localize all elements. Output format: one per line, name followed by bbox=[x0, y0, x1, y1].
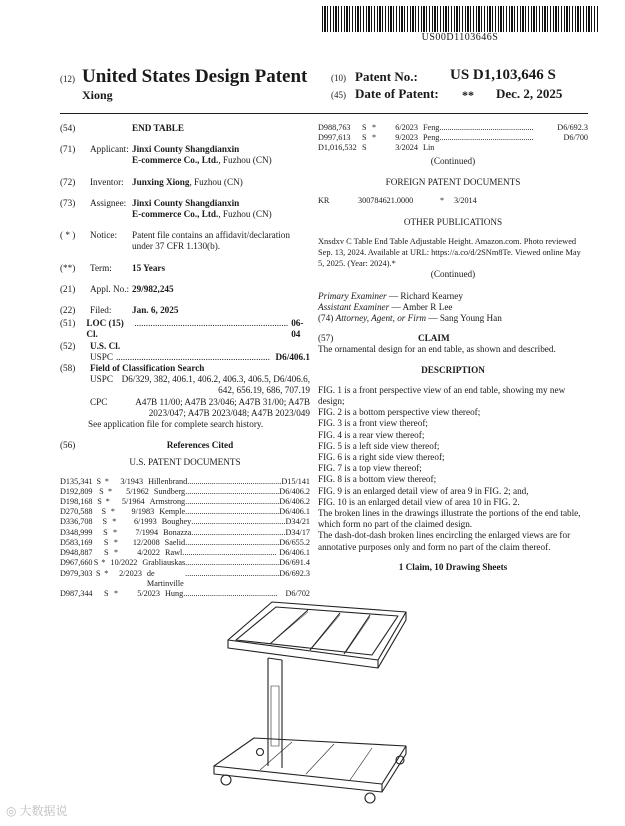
barcode-number: US00D1103646S bbox=[421, 32, 499, 43]
reference-class: D6/406.1 bbox=[279, 548, 310, 558]
attorney-code: (74) bbox=[318, 313, 334, 324]
reference-class: D6/700 bbox=[563, 133, 588, 143]
left-column: (54) END TABLE (71) Applicant: Jinxi County Shangdianxin E-commerce Co., Ltd., Fuzhou (CN) (72) Inventor: Junxing Xiong, Fuzhou (CN) (73) Assignee: Jinxi County Shangdianxin E-commerce Co., Ltd., Fuzhou (CN) ( * ) Notice: Patent file contains an affidavit/declaration under 37 CFR 1.130(b). (**) Term: 15 Years (21) Appl. No.: 29/982,245 (22) Filed: Jan. 6, 2025 (51) LOC (15) Cl. ................................................................... 06-04 (52) U.S. Cl. USPC ................................................................... D6/406.1 (58) Field of Classification Search USPC D6/329, 382, 406.1, 406.2, 406.3, 406.5, D6/406.6, 642, 656.19, 686, 707.19 CPC A47B 11/00; A47B 23/046; A47B 31/00; A47B 2023/047; A47B 2023/048; A47B 2023/049 See application file for complete search history. (56) References Cited U.S. PATENT DOCUMENTS D135,341 S * 3/1943 Hillenbrand .............................................. D15/141 D192,809 S * 5/1962 Sundberg .............................................. D6/406.2 D198,168 S * 5/1964 Armstrong .............................................. D6/406.2 D270,588 S * 9/1983 Kemple .............................................. D6/406.1 D336,708 S * 6/1993 Boughey .............................................. D34/21 D348,999 S * 7/1994 Bonazza .............................................. D34/17 D583,169 S * 12/2008 Saelid .............................................. D6/655.2 D948,887 S * 4/2022 Rawl .............................................. D6/406.1 D967,660 S * 10/2022 Grabliauskas .............................................. D6/691.4 D979,303 S * 2/2023 de Martinville .............................................. D6/692.3 D987,344 S * 5/2023 Hung .............................................. D6/702 bbox=[60, 123, 310, 598]
filed-date: Jan. 6, 2025 bbox=[132, 305, 179, 316]
applicant-company: E-commerce Co., Ltd. bbox=[132, 155, 219, 166]
patent-number: US D1,103,646 S bbox=[450, 67, 556, 83]
reference-row bbox=[60, 569, 310, 589]
watermark-text: 大数据说 bbox=[19, 804, 68, 818]
primary-examiner-label: Primary Examiner bbox=[318, 290, 387, 301]
field-label: Field of Classification Search bbox=[90, 363, 205, 374]
reference-star: * bbox=[114, 548, 119, 558]
figure-description: FIG. 10 is an enlarged detail view of area 10 in FIG. 2. bbox=[318, 496, 520, 507]
reference-number: D987,344 bbox=[60, 588, 93, 598]
reference-date: 9/2023 bbox=[395, 133, 418, 143]
reference-star: * bbox=[104, 568, 109, 578]
right-column bbox=[318, 123, 588, 573]
reference-date: 7/1994 bbox=[135, 527, 159, 537]
filed-code: (22) bbox=[60, 305, 76, 316]
reference-name: Boughey bbox=[161, 517, 192, 527]
foreign-docs-label: FOREIGN PATENT DOCUMENTS bbox=[385, 176, 521, 187]
leader-dots: .............................................. bbox=[185, 568, 280, 578]
assignee-location: , Fuzhou (CN) bbox=[218, 209, 272, 220]
reference-kind: S bbox=[362, 133, 367, 143]
date-of-patent: Dec. 2, 2025 bbox=[496, 86, 563, 101]
figure-list bbox=[318, 385, 588, 508]
reference-number: D1,016,532 bbox=[318, 143, 357, 153]
description-heading: DESCRIPTION bbox=[421, 364, 485, 375]
reference-name: Sundberg bbox=[153, 486, 186, 496]
loc-value: 06-04 bbox=[291, 318, 304, 340]
watermark-logo-icon: ◎ bbox=[6, 804, 17, 818]
reference-name: Peng bbox=[423, 133, 440, 143]
filed-label: Filed: bbox=[90, 305, 112, 316]
reference-class: D6/406.2 bbox=[279, 486, 310, 496]
inventor-location: , Fuzhou (CN) bbox=[189, 176, 243, 187]
figure-description: FIG. 7 is a top view thereof; bbox=[318, 463, 422, 474]
reference-row bbox=[60, 548, 310, 558]
reference-star: * bbox=[110, 507, 115, 517]
reference-row bbox=[318, 143, 588, 153]
figure-description: FIG. 8 is a bottom view thereof; bbox=[318, 474, 437, 485]
reference-number: D979,303 bbox=[60, 568, 93, 578]
other-pubs-text: Xnsdxv C Table End Table Adjustable Height. Amazon.com. Photo reviewed Sep. 13, 2024. Available at URL: https://a.co/d/2SNm8Te. Viewed online May 5, 2025. (Year: 2024).* bbox=[318, 237, 581, 269]
reference-name: Lin bbox=[423, 143, 435, 153]
applicant-label: Applicant: bbox=[90, 144, 129, 155]
reference-class: D6/702 bbox=[285, 588, 310, 598]
reference-row bbox=[60, 558, 310, 568]
reference-name: Bonazza bbox=[163, 527, 192, 537]
dash-dot-note: The dash-dot-dash broken lines encircling the enlarged views are for annotative purposes only and form no part of the claim thereof. bbox=[318, 530, 571, 552]
reference-class: D34/21 bbox=[285, 517, 310, 527]
reference-date: 6/2023 bbox=[395, 123, 418, 132]
uspc-value: D6/406.1 bbox=[275, 351, 310, 362]
reference-class: D34/17 bbox=[285, 527, 310, 537]
barcode bbox=[322, 6, 598, 32]
inventor-label: Inventor: bbox=[90, 176, 124, 187]
reference-class: D6/406.2 bbox=[279, 497, 310, 507]
reference-number: D270,588 bbox=[60, 507, 93, 517]
reference-kind: S bbox=[99, 486, 104, 496]
leader-dots: .............................................. bbox=[183, 588, 278, 598]
reference-kind: S bbox=[103, 527, 108, 537]
uspc-label: USPC bbox=[90, 351, 113, 362]
reference-row bbox=[60, 477, 310, 487]
reference-star: * bbox=[372, 133, 377, 143]
term-value: 15 Years bbox=[132, 262, 166, 273]
attorney-name: — Sang Young Han bbox=[428, 313, 502, 324]
reference-kind: S bbox=[93, 558, 99, 568]
reference-kind: S bbox=[101, 507, 107, 517]
leader-dots: .............................................. bbox=[185, 558, 280, 568]
end-table-drawing bbox=[210, 588, 420, 808]
appl-label: Appl. No.: bbox=[90, 283, 130, 294]
figure-description: FIG. 1 is a front perspective view of an end table, showing my new design; bbox=[318, 384, 566, 407]
code-45: (45) bbox=[331, 90, 346, 100]
reference-row bbox=[318, 123, 588, 133]
applicant-line1: Jinxi County Shangdianxin bbox=[132, 144, 240, 155]
reference-number: D192,809 bbox=[60, 486, 93, 496]
appl-number: 29/982,245 bbox=[132, 283, 174, 294]
applicant-location: , Fuzhou (CN) bbox=[218, 155, 272, 166]
code-10: (10) bbox=[331, 73, 346, 83]
reference-date: 6/1993 bbox=[133, 517, 157, 527]
continued-2: (Continued) bbox=[430, 269, 476, 280]
leader-dots: .............................................. bbox=[185, 486, 280, 496]
code-12: (12) bbox=[60, 74, 75, 84]
reference-number: D336,708 bbox=[60, 517, 93, 527]
reference-class: D6/692.3 bbox=[557, 123, 588, 132]
inventor-code: (72) bbox=[60, 176, 76, 187]
header-rule bbox=[60, 113, 588, 114]
reference-row bbox=[318, 133, 588, 143]
assistant-examiner-label: Assistant Examiner bbox=[318, 301, 390, 312]
reference-star: * bbox=[113, 537, 118, 547]
foreign-number: 300784621.0000 bbox=[358, 196, 414, 206]
reference-kind: S bbox=[104, 548, 109, 558]
reference-name: Hung bbox=[165, 588, 184, 598]
reference-date: 5/1962 bbox=[126, 486, 149, 496]
leader-dots: .............................................. bbox=[191, 527, 286, 537]
reference-date: 12/2008 bbox=[132, 537, 160, 547]
title-code: (54) bbox=[60, 123, 76, 133]
reference-name: Hillenbrand bbox=[148, 476, 188, 486]
continued-1: (Continued) bbox=[430, 155, 476, 166]
reference-kind: S bbox=[362, 143, 367, 153]
leader-dots: .............................................. bbox=[185, 507, 280, 517]
reference-star: * bbox=[112, 527, 118, 537]
assignee-line1: Jinxi County Shangdianxin bbox=[132, 197, 240, 208]
reference-class: D15/141 bbox=[281, 476, 310, 486]
reference-row bbox=[60, 538, 310, 548]
reference-number: D348,999 bbox=[60, 527, 93, 537]
reference-name: de Martinville bbox=[146, 568, 184, 588]
term-label: Term: bbox=[90, 262, 112, 273]
reference-class: D6/692.3 bbox=[279, 568, 310, 578]
primary-examiner-name: — Richard Kearney bbox=[388, 290, 463, 301]
applicant-code: (71) bbox=[60, 144, 76, 155]
leader-dots: .............................................. bbox=[439, 123, 534, 132]
inventor-surname: Xiong bbox=[82, 88, 113, 102]
reference-row bbox=[60, 528, 310, 538]
figure-description: FIG. 9 is an enlarged detail view of area 9 in FIG. 2; and, bbox=[318, 485, 529, 496]
reference-date: 4/2022 bbox=[137, 548, 160, 558]
leader-dots: .............................................. bbox=[182, 548, 277, 558]
field-uspc-text: D6/329, 382, 406.1, 406.2, 406.3, 406.5, D6/406.6, 642, 656.19, 686, 707.19 bbox=[121, 374, 310, 396]
us-docs-label: U.S. PATENT DOCUMENTS bbox=[129, 457, 241, 468]
reference-star: * bbox=[104, 476, 109, 486]
reference-class: D6/406.1 bbox=[279, 507, 310, 517]
reference-kind: S bbox=[96, 476, 102, 486]
refs-code: (56) bbox=[60, 440, 76, 451]
reference-row bbox=[60, 507, 310, 517]
claim-heading: CLAIM bbox=[418, 333, 450, 344]
assignee-company: E-commerce Co., Ltd. bbox=[132, 209, 219, 220]
notice-label: Notice: bbox=[90, 230, 118, 241]
reference-date: 10/2022 bbox=[110, 558, 138, 568]
reference-name: Armstrong bbox=[149, 497, 186, 507]
field-cpc-label: CPC bbox=[90, 396, 108, 407]
foreign-date: 3/2014 bbox=[454, 196, 477, 206]
patent-no-label: Patent No.: bbox=[355, 69, 418, 84]
reference-row bbox=[60, 487, 310, 497]
reference-kind: S bbox=[97, 497, 102, 507]
field-uspc-label: USPC bbox=[90, 374, 113, 385]
reference-number: D135,341 bbox=[60, 476, 93, 486]
figure-description: FIG. 6 is a right side view thereof; bbox=[318, 452, 445, 463]
claims-sheets: 1 Claim, 10 Drawing Sheets bbox=[398, 561, 508, 572]
other-pubs-label: OTHER PUBLICATIONS bbox=[403, 217, 503, 228]
reference-date: 3/2024 bbox=[395, 143, 418, 153]
date-stars: ** bbox=[462, 88, 474, 102]
reference-number: D967,660 bbox=[60, 558, 93, 568]
watermark bbox=[6, 802, 68, 819]
document-type: United States Design Patent bbox=[82, 66, 308, 87]
reference-name: Rawl bbox=[165, 548, 183, 558]
reference-class: D6/691.4 bbox=[279, 558, 310, 568]
foreign-star: * bbox=[440, 196, 445, 206]
reference-number: D198,168 bbox=[60, 497, 93, 507]
leader-dots: .............................................. bbox=[191, 517, 286, 527]
reference-kind: S bbox=[96, 568, 101, 578]
us-docs-table bbox=[60, 477, 310, 599]
reference-date: 5/2023 bbox=[137, 588, 160, 598]
reference-kind: S bbox=[102, 517, 108, 527]
uscl-code: (52) bbox=[60, 340, 76, 351]
date-of-patent-label: Date of Patent: bbox=[355, 86, 439, 101]
loc-code: (51) bbox=[60, 318, 76, 329]
reference-name: Saelid bbox=[164, 537, 186, 547]
reference-kind: S bbox=[104, 588, 109, 598]
reference-star: * bbox=[114, 588, 119, 598]
assignee-code: (73) bbox=[60, 197, 76, 208]
reference-row bbox=[60, 517, 310, 527]
leader-dots: .............................................. bbox=[185, 497, 280, 507]
reference-row bbox=[60, 497, 310, 507]
reference-class: D6/655.2 bbox=[279, 537, 310, 547]
reference-kind: S bbox=[103, 537, 109, 547]
field-code: (58) bbox=[60, 363, 76, 374]
leader-dots: .............................................. bbox=[439, 133, 534, 143]
reference-number: D948,887 bbox=[60, 548, 93, 558]
field-cpc-text: A47B 11/00; A47B 23/046; A47B 31/00; A47B 2023/047; A47B 2023/048; A47B 2023/049 bbox=[135, 396, 310, 418]
reference-name: Feng bbox=[423, 123, 440, 132]
assignee-label: Assignee: bbox=[90, 197, 127, 208]
reference-star: * bbox=[108, 486, 113, 496]
title: END TABLE bbox=[132, 123, 184, 133]
assistant-examiner-name: — Amber R Lee bbox=[391, 301, 453, 312]
reference-star: * bbox=[372, 123, 377, 132]
leader-dots: .............................................. bbox=[187, 476, 282, 486]
reference-star bbox=[372, 143, 384, 153]
reference-kind: S bbox=[362, 123, 367, 132]
refs-label: References Cited bbox=[166, 440, 234, 451]
more-docs-table bbox=[318, 123, 588, 154]
loc-label: LOC (15) Cl. bbox=[86, 318, 124, 340]
figure-description: FIG. 3 is a front view thereof; bbox=[318, 418, 428, 429]
foreign-country: KR bbox=[318, 196, 330, 206]
term-code: (**) bbox=[60, 262, 76, 273]
figure-description: FIG. 4 is a rear view thereof; bbox=[318, 429, 425, 440]
appl-code: (21) bbox=[60, 283, 76, 294]
reference-star: * bbox=[105, 497, 110, 507]
notice-code: ( * ) bbox=[60, 230, 76, 241]
figure-description: FIG. 5 is a left side view thereof; bbox=[318, 440, 440, 451]
claim-code: (57) bbox=[318, 333, 334, 344]
reference-number: D988,763 bbox=[318, 123, 351, 132]
reference-date: 9/1983 bbox=[131, 507, 155, 517]
leader-dots: .............................................. bbox=[185, 537, 280, 547]
field-note: See application file for complete search history. bbox=[88, 419, 264, 430]
reference-date: 5/1964 bbox=[121, 497, 145, 507]
reference-name: Grabliauskas bbox=[142, 558, 186, 568]
reference-name: Kemple bbox=[159, 507, 186, 517]
claim-text: The ornamental design for an end table, as shown and described. bbox=[318, 344, 556, 355]
reference-star: * bbox=[112, 517, 117, 527]
inventor-name: Junxing Xiong bbox=[132, 176, 190, 187]
attorney-label: Attorney, Agent, or Firm bbox=[335, 313, 427, 324]
reference-date: 2/2023 bbox=[119, 568, 142, 578]
uscl-label: U.S. Cl. bbox=[90, 340, 121, 351]
notice-text: Patent file contains an affidavit/declaration under 37 CFR 1.130(b). bbox=[132, 230, 290, 252]
reference-number: D997,613 bbox=[318, 133, 351, 143]
reference-number: D583,169 bbox=[60, 537, 93, 547]
broken-lines-note: The broken lines in the drawings illustrate the portions of the end table, which form no part of the claimed design. bbox=[318, 508, 581, 530]
figure-description: FIG. 2 is a bottom perspective view thereof; bbox=[318, 407, 481, 418]
reference-star: * bbox=[101, 558, 106, 568]
reference-date: 3/1943 bbox=[120, 476, 144, 486]
